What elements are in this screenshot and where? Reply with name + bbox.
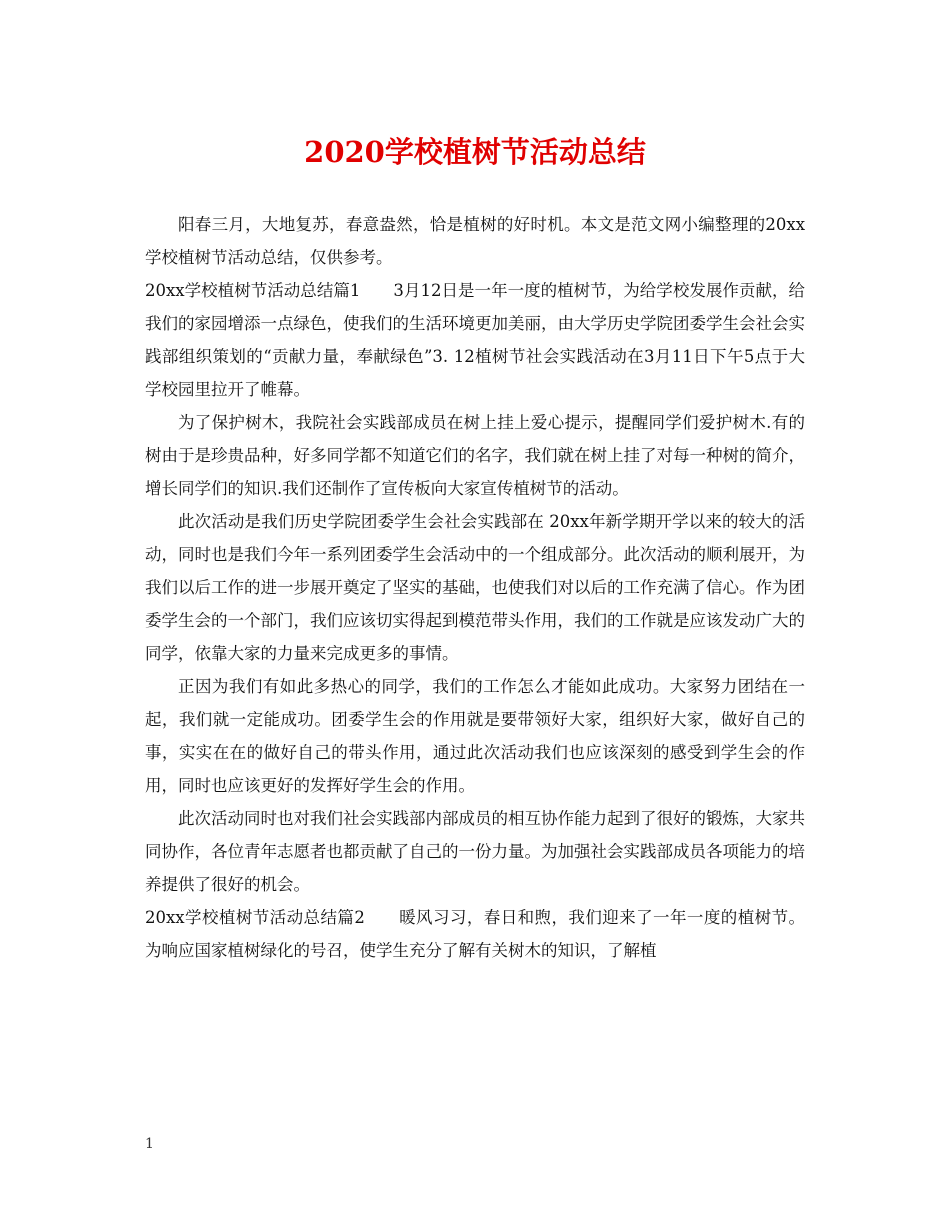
paragraph-section-1: 20xx学校植树节活动总结篇1 3月12日是一年一度的植树节，为给学校发展作贡献，给我们的家园增添一点绿色，使我们的生活环境更加美丽，由大学历史学院团委学生会社会实践部组织策划的“贡献力量，奉献绿色”3. 12植树节社会实践活动在3月11日下午5点于大学校园里拉开了帷幕。 bbox=[145, 281, 805, 399]
paragraph: 为了保护树木，我院社会实践部成员在树上挂上爱心提示，提醒同学们爱护树木.有的树由于是珍贵品种，好多同学都不知道它们的名字，我们就在树上挂了对每一种树的简介，增长同学们的知识.我们还制作了宣传板向大家宣传植树节的活动。 bbox=[145, 413, 805, 498]
paragraph-intro: 阳春三月，大地复苏，春意盎然，恰是植树的好时机。本文是范文网小编整理的20xx学校植树节活动总结，仅供参考。 bbox=[145, 215, 805, 267]
page-number: 1 bbox=[145, 1136, 154, 1152]
document-title: 2020学校植树节活动总结 bbox=[304, 135, 646, 169]
paragraph: 此次活动同时也对我们社会实践部内部成员的相互协作能力起到了很好的锻炼，大家共同协作，各位青年志愿者也都贡献了自己的一份力量。为加强社会实践部成员各项能力的培养提供了很好的机会。 bbox=[145, 809, 805, 894]
document-body bbox=[145, 208, 805, 967]
paragraph: 正因为我们有如此多热心的同学，我们的工作怎么才能如此成功。大家努力团结在一起，我们就一定能成功。团委学生会的作用就是要带领好大家，组织好大家，做好自己的事，实实在在的做好自己的带头作用，通过此次活动我们也应该深刻的感受到学生会的作用，同时也应该更好的发挥好学生会的作用。 bbox=[145, 677, 805, 795]
paragraph-section-2: 20xx学校植树节活动总结篇2 暖风习习，春日和煦，我们迎来了一年一度的植树节。为响应国家植树绿化的号召，使学生充分了解有关树木的知识，了解植 bbox=[145, 908, 805, 960]
paragraph: 此次活动是我们历史学院团委学生会社会实践部在 20xx年新学期开学以来的较大的活动，同时也是我们今年一系列团委学生会活动中的一个组成部分。此次活动的顺利展开，为我们以后工作的进一步展开奠定了坚实的基础，也使我们对以后的工作充满了信心。作为团委学生会的一个部门，我们应该切实得起到模范带头作用，我们的工作就是应该发动广大的同学，依靠大家的力量来完成更多的事情。 bbox=[145, 512, 805, 663]
